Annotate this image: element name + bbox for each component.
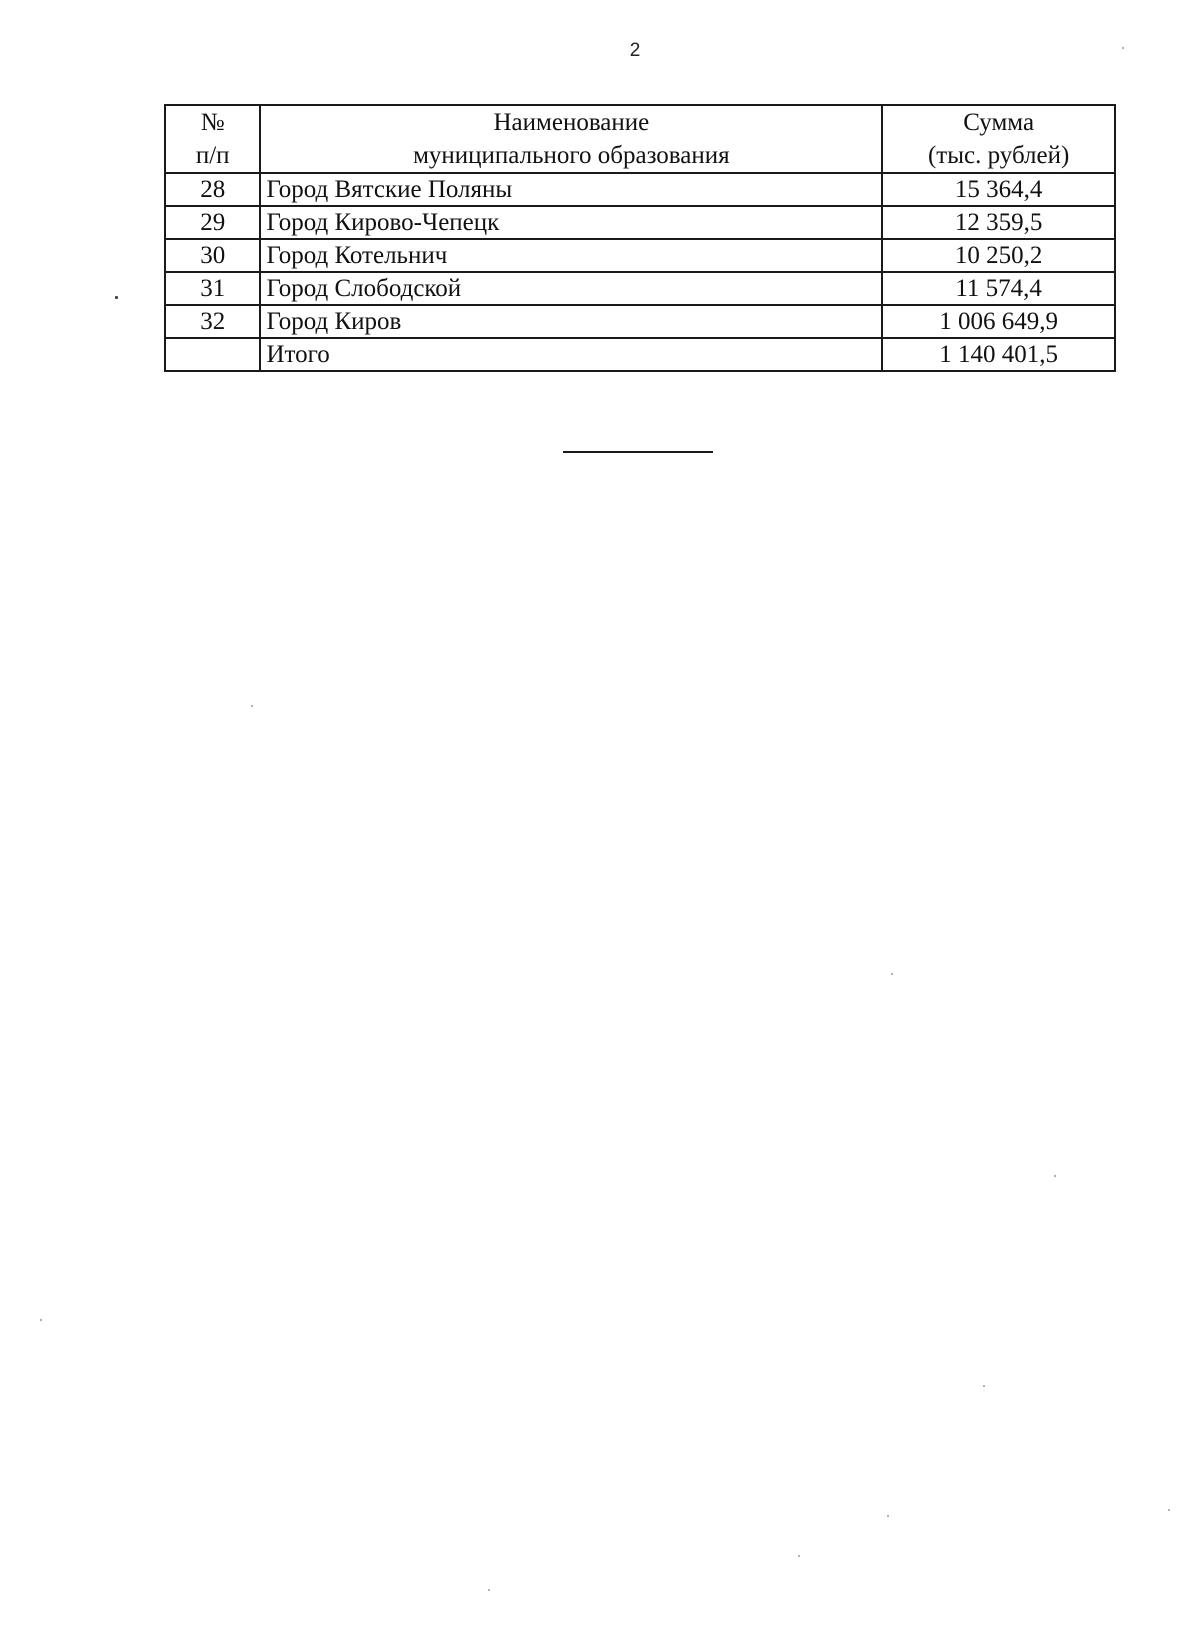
table-row (165, 173, 1115, 206)
row-num: 32 (165, 305, 260, 338)
row-name: Город Киров (260, 305, 882, 338)
row-sum: 12 359,5 (882, 206, 1115, 239)
total-sum: 1 140 401,5 (882, 338, 1115, 371)
header-sum-line-2: (тыс. рублей) (927, 142, 1070, 169)
header-sum-line-1: Сумма (963, 109, 1035, 136)
row-num: 30 (165, 239, 260, 272)
scan-speck (1168, 1509, 1170, 1511)
scan-speck (1054, 1175, 1056, 1177)
scan-speck (887, 1515, 889, 1517)
header-num-line-1: № (200, 109, 225, 136)
scan-speck (40, 1319, 42, 1321)
table-row (165, 239, 1115, 272)
total-num (165, 338, 260, 371)
total-label: Итого (260, 338, 882, 371)
header-num (165, 105, 260, 173)
scan-speck (1122, 47, 1124, 49)
page-number: 2 (629, 40, 641, 61)
row-num: 31 (165, 272, 260, 305)
row-num: 29 (165, 206, 260, 239)
header-name-line-1: Наименование (493, 109, 650, 136)
table-header-row (165, 105, 1115, 173)
total-row (165, 338, 1115, 371)
scan-speck (798, 1555, 800, 1557)
allocation-table (164, 104, 1116, 372)
row-name: Город Вятские Поляны (260, 173, 882, 206)
row-name: Город Кирово-Чепецк (260, 206, 882, 239)
scan-speck (251, 705, 253, 707)
header-name-line-2: муниципального образования (413, 142, 730, 169)
row-sum: 1 006 649,9 (882, 305, 1115, 338)
scan-speck (891, 973, 893, 975)
header-sum (882, 105, 1115, 173)
scan-speck (488, 1589, 490, 1591)
row-sum: 15 364,4 (882, 173, 1115, 206)
row-sum: 10 250,2 (882, 239, 1115, 272)
scan-speck (983, 1385, 985, 1387)
header-num-line-2: п/п (195, 142, 230, 169)
scan-speck (115, 296, 118, 299)
table-row (165, 206, 1115, 239)
row-sum: 11 574,4 (882, 272, 1115, 305)
table-row (165, 272, 1115, 305)
header-name (260, 105, 882, 173)
row-name: Город Слободской (260, 272, 882, 305)
table-row (165, 305, 1115, 338)
row-num: 28 (165, 173, 260, 206)
row-name: Город Котельнич (260, 239, 882, 272)
end-of-document-rule (563, 451, 713, 453)
